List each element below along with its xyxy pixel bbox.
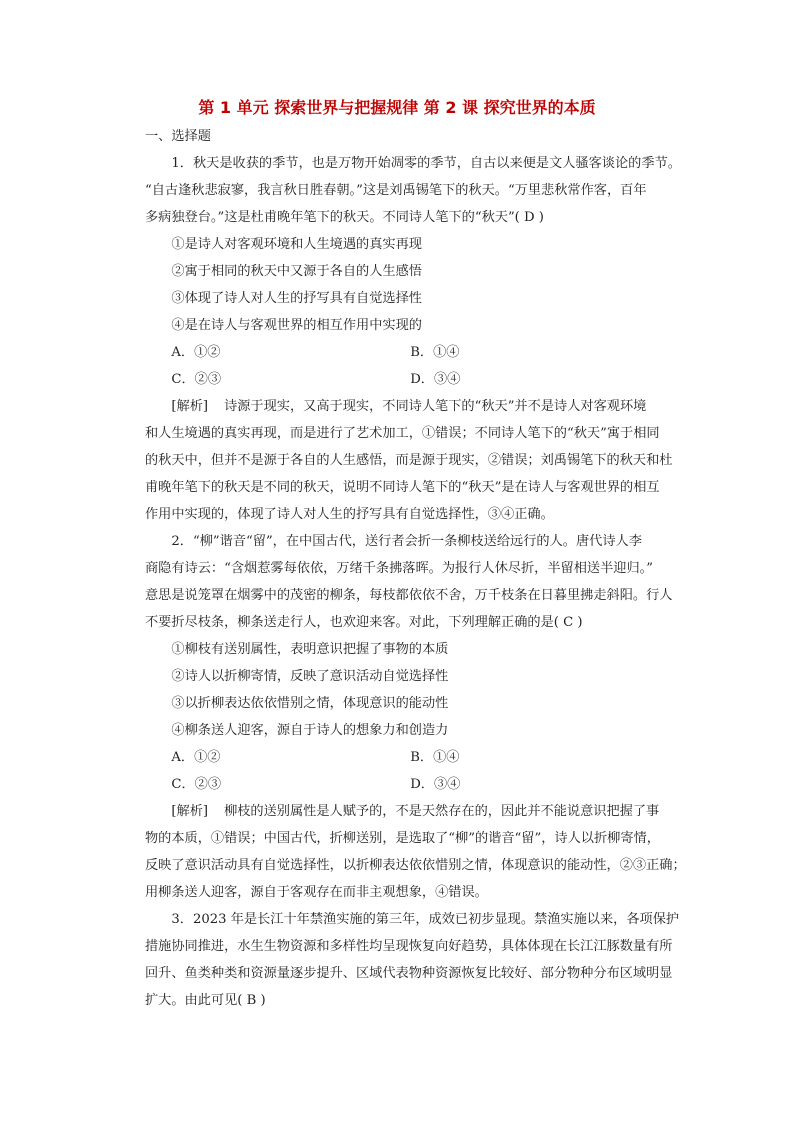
option-a: A．①② xyxy=(171,345,221,360)
question-stem-line: 多病独登台。”这是杜甫晚年笔下的秋天。不同诗人笔下的“秋天”( D ) xyxy=(145,210,544,225)
question-stem-line: 措施协同推进，水生生物资源和多样性均呈现恢复向好趋势，具体体现在长江江豚数量有所 xyxy=(145,939,673,954)
option-a: A．①② xyxy=(171,750,221,765)
section-heading: 一、选择题 xyxy=(145,129,211,144)
statement: ③以折柳表达依依惜别之情，体现意识的能动性 xyxy=(171,696,449,711)
question-stem-line: 扩大。由此可见( B ) xyxy=(145,993,266,1008)
option-d: D．③④ xyxy=(410,372,461,387)
options-row xyxy=(145,366,649,393)
statement: ②寓于相同的秋天中又源于各自的人生感悟 xyxy=(171,264,422,279)
statement: ②诗人以折柳寄情，反映了意识活动自觉选择性 xyxy=(171,669,449,684)
option-d: D．③④ xyxy=(410,777,461,792)
question-1 xyxy=(145,150,681,528)
question-stem-line: 意思是说笼罩在烟雾中的茂密的柳条，每枝都依依不舍，万千枝条在日暮里拂走斜阳。行人 xyxy=(145,588,673,603)
analysis-line: 和人生境遇的真实再现，而是进行了艺术加工，①错误；不同诗人笔下的“秋天”寓于相同 xyxy=(145,426,660,441)
analysis-line xyxy=(145,393,649,420)
question-stem-line: “自古逢秋悲寂寥，我言秋日胜春朝。”这是刘禹锡笔下的秋天。“万里悲秋常作客，百年 xyxy=(145,183,647,198)
analysis-line xyxy=(145,798,660,825)
analysis-line: 甫晚年笔下的秋天是不同的秋天，说明不同诗人笔下的“秋天”是在诗人与客观世界的相互 xyxy=(145,480,660,495)
analysis-line: 物的本质，①错误；中国古代，折柳送别，是选取了“柳”的谐音“留”，诗人以折柳寄情， xyxy=(145,831,660,846)
statement: ③体现了诗人对人生的抒写具有自觉选择性 xyxy=(171,291,422,306)
analysis-tag: [解析] xyxy=(171,399,209,414)
statement: ①柳枝有送别属性，表明意识把握了事物的本质 xyxy=(171,642,449,657)
question-stem-line: 3．2023 年是长江十年禁渔实施的第三年，成效已初步显现。禁渔实施以来，各项保护 xyxy=(171,912,680,927)
analysis-line: 反映了意识活动具有自觉选择性，以折柳表达依依惜别之情，体现意识的能动性，②③正确； xyxy=(145,858,686,873)
analysis-line: 作用中实现的，体现了诗人对人生的抒写具有自觉选择性，③④正确。 xyxy=(145,507,554,522)
question-stem-line: 不要折尽枝条，柳条送走行人，也欢迎来客。对此，下列理解正确的是( C ) xyxy=(145,615,583,630)
options-row xyxy=(145,339,649,366)
page-title: 第 1 单元 探索世界与把握规律 第 2 课 探究世界的本质 xyxy=(198,98,596,117)
statement: ①是诗人对客观环境和人生境遇的真实再现 xyxy=(171,237,422,252)
option-c: C．②③ xyxy=(171,777,222,792)
question-stem-line: 1．秋天是收获的季节，也是万物开始凋零的季节，自古以来便是文人骚客谈论的季节。 xyxy=(171,156,681,171)
option-b: B．①④ xyxy=(410,345,460,360)
options-row xyxy=(145,744,649,771)
options-row xyxy=(145,771,649,798)
statement: ④柳条送人迎客，源自于诗人的想象力和创造力 xyxy=(171,723,449,738)
analysis-line: 的秋天中，但并不是源于各自的人生感悟，而是源于现实，②错误；刘禹锡笔下的秋天和杜 xyxy=(145,453,673,468)
question-stem-line: 回升、鱼类种类和资源量逐步提升、区域代表物种资源恢复比较好、部分物种分布区域明显 xyxy=(145,966,673,981)
statement: ④是在诗人与客观世界的相互作用中实现的 xyxy=(171,318,422,333)
question-stem-line: 商隐有诗云：“含烟惹雾每依依，万绪千条拂落晖。为报行人休尽折，半留相送半迎归。” xyxy=(145,561,654,576)
question-stem-line: 2．“柳”谐音“留”，在中国古代，送行者会折一条柳枝送给远行的人。唐代诗人李 xyxy=(171,534,642,549)
analysis-text: 诗源于现实，又高于现实，不同诗人笔下的“秋天”并不是诗人对客观环境 xyxy=(224,399,647,414)
analysis-tag: [解析] xyxy=(171,804,209,819)
analysis-text: 柳枝的送别属性是人赋予的，不是天然存在的，因此并不能说意识把握了事 xyxy=(224,804,660,819)
question-2 xyxy=(145,528,686,906)
option-b: B．①④ xyxy=(410,750,460,765)
question-3 xyxy=(145,906,680,1014)
analysis-line: 用柳条送人迎客，源自于客观存在而非主观想象，④错误。 xyxy=(145,885,488,900)
option-c: C．②③ xyxy=(171,372,222,387)
